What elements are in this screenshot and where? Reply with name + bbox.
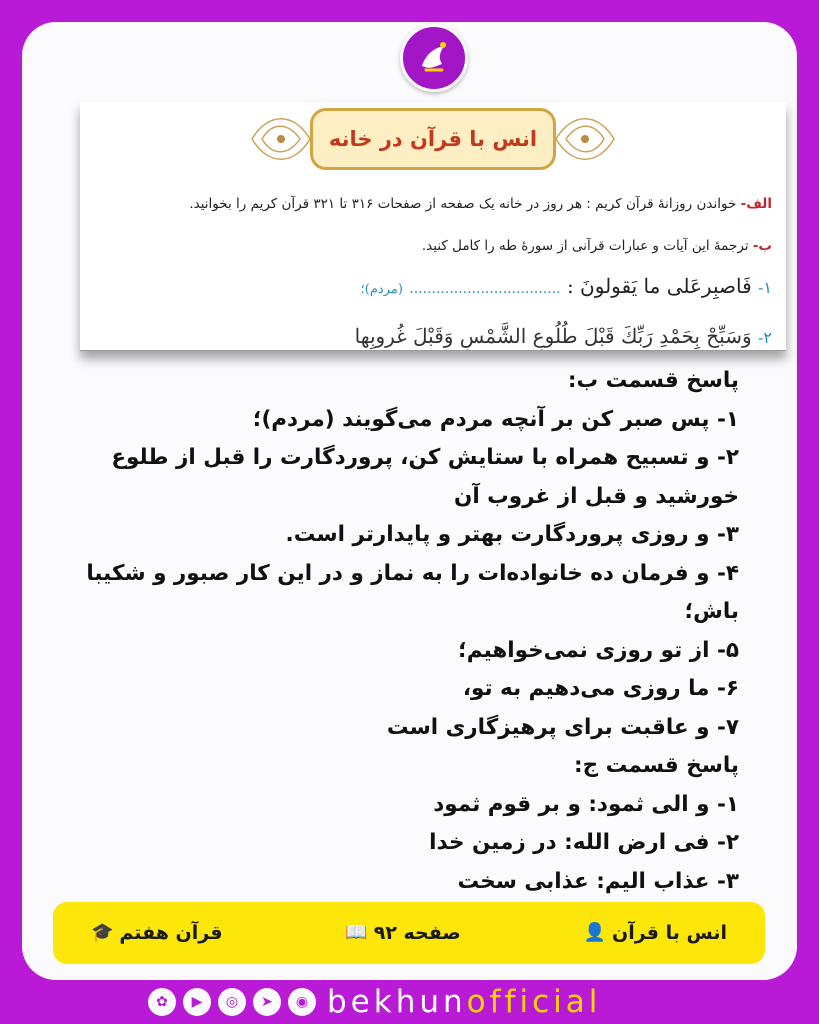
answer-text xyxy=(49,362,739,901)
answer-line: ۳- و روزی پروردگارت بهتر و پایدارتر است. xyxy=(285,522,739,547)
instruction-b-tag: ب- xyxy=(752,238,772,254)
aparat-icon[interactable]: ✿ xyxy=(148,988,176,1016)
answer-line: ۲- و تسبیح همراه با ستایش کن، پروردگارت را قبل از طلوع xyxy=(111,445,739,470)
youtube-icon[interactable]: ▶ xyxy=(183,988,211,1016)
answer-line: خورشید و قبل از غروب آن xyxy=(453,483,739,509)
answer-line: ۴- و فرمان ده خانواده‌ات را به نماز و در این کار صبور و شکیبا xyxy=(86,560,739,586)
exercise-2-number: ۲- xyxy=(758,328,772,347)
telegram-icon[interactable]: ➤ xyxy=(253,988,281,1016)
info-bar xyxy=(53,902,765,964)
lesson-name xyxy=(584,922,727,944)
answer-line: ۷- و عاقبت برای پرهیزگاری است xyxy=(386,714,739,740)
answer-line: ۱- و الی ثمود: و بر قوم ثمود xyxy=(433,791,739,817)
section-title: انس با قرآن در خانه xyxy=(310,108,556,170)
brand-suffix: official xyxy=(466,984,602,1020)
instruction-b-text: ترجمهٔ این آیات و عبارات قرآنی از سورهٔ طه را کامل کنید. xyxy=(421,238,749,254)
graduation-books-icon: 🎓 xyxy=(91,922,114,943)
answer-line: ۲- فی ارض الله: در زمین خدا xyxy=(429,830,739,855)
open-book-icon: 📖 xyxy=(345,922,368,943)
page-number xyxy=(345,922,461,944)
instruction-b xyxy=(422,238,772,254)
answer-heading-b: پاسخ قسمت ب: xyxy=(567,368,739,393)
exercise-1-verse: فَاصبِرعَلی ما یَقولونَ : xyxy=(566,274,752,298)
exercise-line-1 xyxy=(212,274,772,298)
exercise-2-verse: وَسَبِّحْ بِحَمْدِ رَبِّكَ قَبْلَ طُلُوعِ الشَّمْسِ وَقَبْلَ غُروبِها xyxy=(354,324,752,348)
course-name xyxy=(91,922,223,944)
content-card xyxy=(22,22,797,980)
instruction-a-tag: الف- xyxy=(740,196,772,212)
exercise-1-number: ۱- xyxy=(758,278,772,297)
answer-line: ۳- عذاب الیم: عذابی سخت xyxy=(457,868,739,894)
instagram-icon[interactable]: ◎ xyxy=(218,988,246,1016)
title-ornament xyxy=(248,102,618,176)
instruction-a-text: خواندن روزانهٔ قرآن کریم : هر روز در خانه یک صفحه از صفحات ۳۱۶ تا ۳۲۱ قرآن کریم را بخوانید. xyxy=(189,196,737,212)
exercise-line-2 xyxy=(172,324,772,348)
course-name-label: قرآن هفتم xyxy=(119,922,223,944)
answer-line: ۶- ما روزی می‌دهیم به تو، xyxy=(462,676,739,701)
student-icon: 👤 xyxy=(583,922,606,943)
bekhun-logo xyxy=(400,24,468,92)
textbook-snippet xyxy=(80,102,786,351)
answer-heading-c: پاسخ قسمت ج: xyxy=(574,753,739,778)
instruction-a xyxy=(189,196,772,212)
answer-line: ۱- پس صبر کن بر آنچه مردم می‌گویند (مردم)؛ xyxy=(252,406,739,432)
exercise-1-blank: .................................. xyxy=(409,281,561,297)
answer-line: ۵- از تو روزی نمی‌خواهیم؛ xyxy=(458,637,739,663)
exercise-1-hint: (مردم)؛ xyxy=(360,282,403,297)
answer-line: باش؛ xyxy=(684,599,739,624)
brand-name: bekhun xyxy=(327,984,467,1020)
page-number-label: صفحه ۹۲ xyxy=(373,922,461,944)
website-icon[interactable]: ◉ xyxy=(288,988,316,1016)
brand-handle xyxy=(327,980,601,1024)
lesson-name-label: انس با قرآن xyxy=(611,922,727,944)
